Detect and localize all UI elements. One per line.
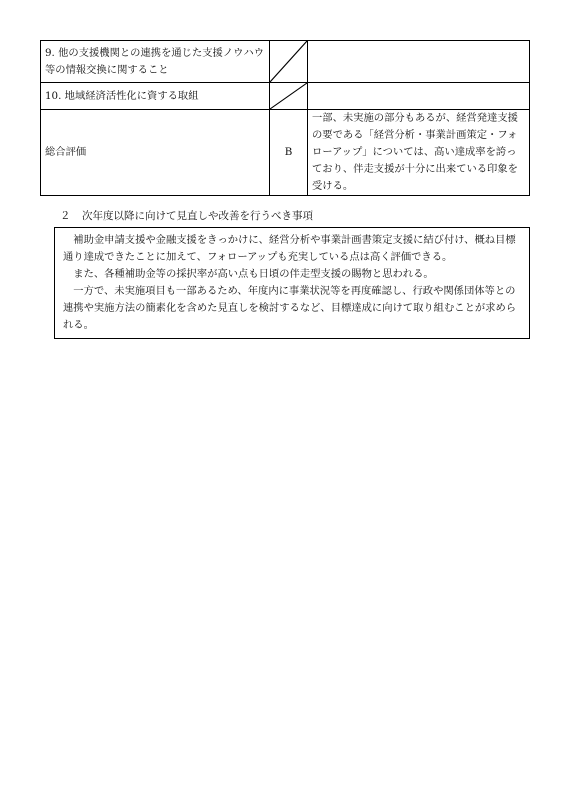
overall-grade: B [270, 110, 308, 196]
paragraph: また、各種補助金等の採択率が高い点も日頃の伴走型支援の賜物と思われる。 [73, 268, 434, 280]
section-number: ２ [60, 210, 71, 222]
overall-evaluation-label: 総合評価 [41, 110, 270, 196]
item-cell: 9. 他の支援機関との連携を通じた支援ノウハウ等の情報交換に関すること [41, 41, 270, 83]
comment-cell [308, 83, 530, 110]
improvement-notes-box [54, 227, 530, 339]
table-row [41, 41, 530, 83]
diagonal-slash-icon [270, 41, 307, 82]
grade-cell-not-applicable [270, 83, 308, 110]
paragraph: 一方で、未実施項目も一部あるため、年度内に事業状況等を再度確認し、行政や関係団体等との連携や実施方法の簡素化を含めた見直しを検討するなど、目標達成に向けて取り組むことが求められる。 [63, 285, 517, 331]
overall-evaluation-row [41, 110, 530, 196]
section-heading [60, 208, 313, 224]
grade-cell-not-applicable [270, 41, 308, 83]
comment-cell [308, 41, 530, 83]
section-title: 次年度以降に向けて見直しや改善を行うべき事項 [82, 210, 313, 222]
paragraph: 補助金申請支援や金融支援をきっかけに、経営分析や事業計画書策定支援に結び付け、概ね目標通り達成できたことに加えて、フォローアップも充実している点は高く評価できる。 [63, 234, 516, 263]
evaluation-table [40, 40, 530, 196]
overall-comment: 一部、未実施の部分もあるが、経営発達支援の要である「経営分析・事業計画策定・フォローアップ」については、高い達成率を誇っており、伴走支援が十分に出来ている印象を受ける。 [308, 110, 530, 196]
item-cell: 10. 地域経済活性化に資する取組 [41, 83, 270, 110]
diagonal-slash-icon [270, 83, 307, 109]
table-row [41, 83, 530, 110]
